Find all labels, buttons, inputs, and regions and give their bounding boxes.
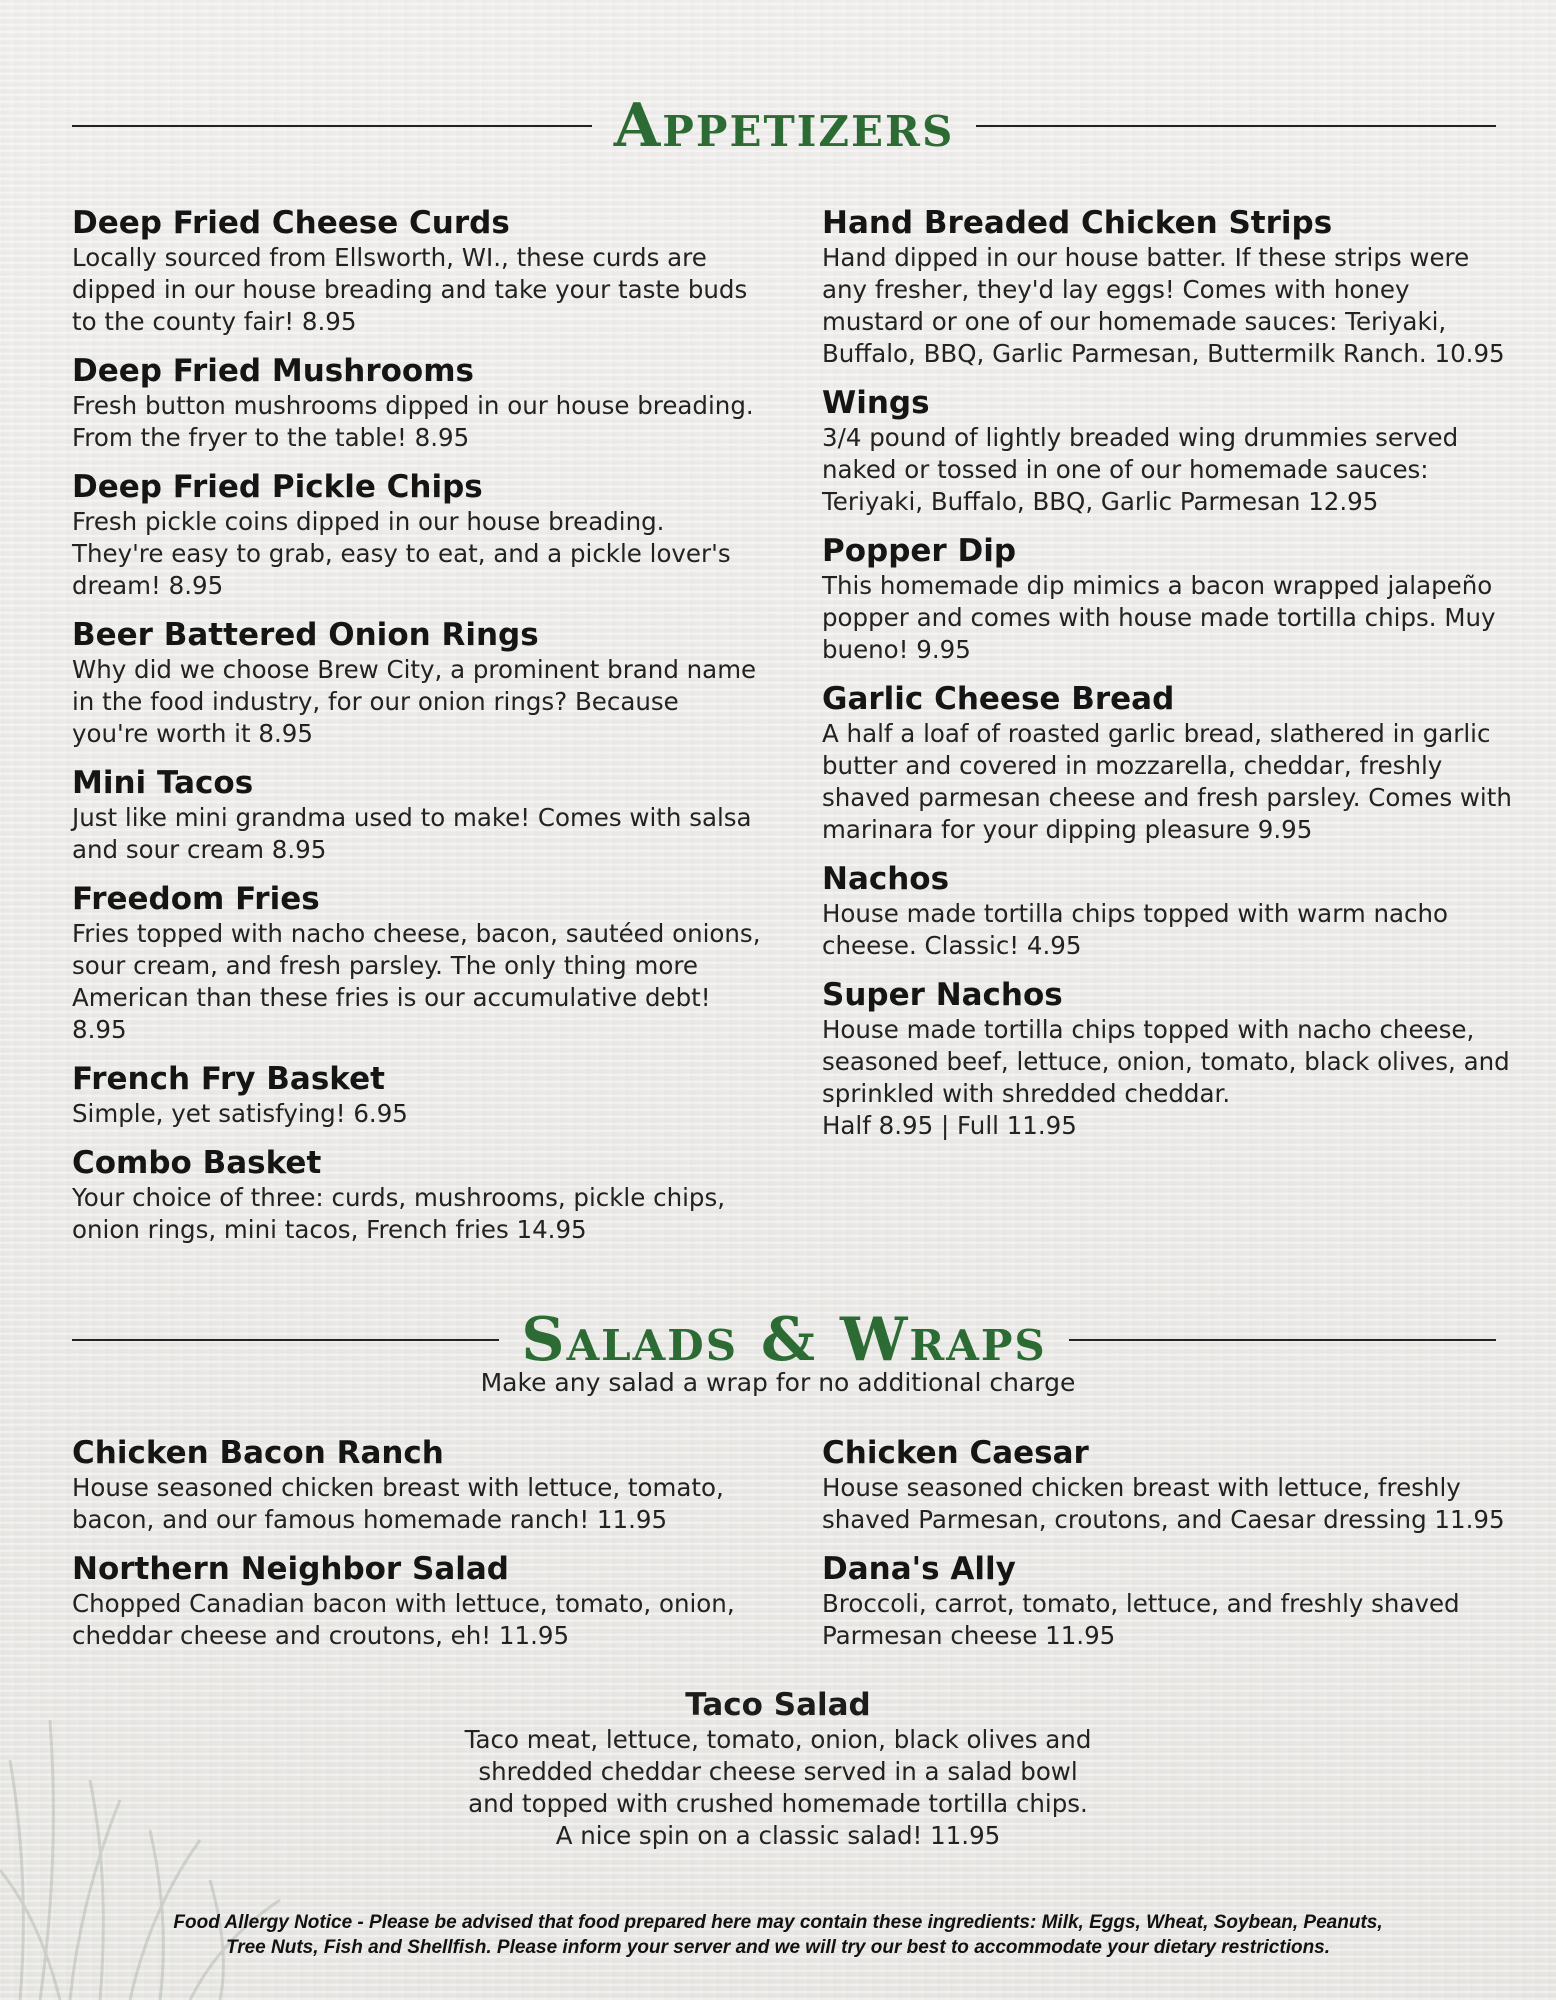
item-name: Popper Dip xyxy=(822,533,1017,569)
item-price: Half 8.95 | Full 11.95 xyxy=(822,1111,1077,1140)
item-name: Super Nachos xyxy=(822,977,1063,1013)
notice-line: Tree Nuts, Fish and Shellfish. Please inform your server and we will try our best to accommodate your dietary restrictions. xyxy=(225,1937,1331,1958)
header-rule-left xyxy=(72,1339,499,1341)
salads-title: Salads & Wraps xyxy=(521,1305,1047,1375)
item-desc: This homemade dip mimics a bacon wrapped jalapeño popper and comes with house made tortilla chips. Muy bueno! 9.95 xyxy=(822,571,1496,664)
item-name: Dana's Ally xyxy=(822,1551,1016,1587)
salads-header xyxy=(72,1305,1496,1375)
item-desc-line: shredded cheddar cheese served in a salad bowl xyxy=(478,1757,1078,1786)
item-name: Beer Battered Onion Rings xyxy=(72,617,539,653)
item-name: Chicken Bacon Ranch xyxy=(72,1435,444,1471)
menu-item xyxy=(72,1434,762,1536)
menu-item xyxy=(822,532,1512,666)
appetizers-left-column xyxy=(72,204,762,1260)
menu-item xyxy=(72,880,762,1046)
salads-subtitle: Make any salad a wrap for no additional charge xyxy=(480,1368,1076,1397)
item-desc-line: Taco meat, lettuce, tomato, onion, black olives and xyxy=(464,1725,1092,1754)
menu-item xyxy=(72,1144,762,1246)
item-desc: Fresh button mushrooms dipped in our house breading. From the fryer to the table! 8.95 xyxy=(72,391,754,452)
item-name: Garlic Cheese Bread xyxy=(822,681,1175,717)
item-desc: House made tortilla chips topped with warm nacho cheese. Classic! 4.95 xyxy=(822,899,1449,960)
menu-item xyxy=(72,204,762,338)
notice-line: Food Allergy Notice - Please be advised that food prepared here may contain these ingredients: Milk, Eggs, Wheat, Soybean, Peanuts, xyxy=(173,1912,1383,1933)
item-desc: Your choice of three: curds, mushrooms, pickle chips, onion rings, mini tacos, French fries 14.95 xyxy=(72,1183,726,1244)
menu-item xyxy=(822,860,1512,962)
menu-item xyxy=(72,616,762,750)
header-rule-right xyxy=(1069,1339,1496,1341)
item-name: Nachos xyxy=(822,861,950,897)
item-name: French Fry Basket xyxy=(72,1061,385,1097)
appetizers-header xyxy=(72,91,1496,161)
item-name: Wings xyxy=(822,385,930,421)
item-desc-line: A nice spin on a classic salad! 11.95 xyxy=(555,1821,1001,1850)
item-desc: Hand dipped in our house batter. If these strips were any fresher, they'd lay eggs! Comes with honey mustard or one of our homemade sauces: Teriyaki, Buffalo, BBQ, Garlic Parmesan, Buttermilk Ranch. 10.95 xyxy=(822,243,1505,368)
menu-item xyxy=(72,764,762,866)
item-name: Deep Fried Mushrooms xyxy=(72,353,474,389)
header-rule-left xyxy=(72,125,592,127)
item-name: Deep Fried Pickle Chips xyxy=(72,469,483,505)
item-desc: House seasoned chicken breast with lettuce, freshly shaved Parmesan, croutons, and Caesar dressing 11.95 xyxy=(822,1473,1505,1534)
menu-item xyxy=(72,1550,762,1652)
item-desc: House seasoned chicken breast with lettuce, tomato, bacon, and our famous homemade ranch! 11.95 xyxy=(72,1473,724,1534)
salads-left-column xyxy=(72,1434,762,1666)
menu-item xyxy=(822,384,1512,518)
appetizers-right-column xyxy=(822,204,1512,1156)
menu-item xyxy=(822,1434,1512,1536)
item-name: Freedom Fries xyxy=(72,881,320,917)
allergy-notice xyxy=(60,1910,1496,1960)
item-desc-line: and topped with crushed homemade tortilla chips. xyxy=(468,1789,1088,1818)
item-name: Deep Fried Cheese Curds xyxy=(72,205,510,241)
item-desc: Fries topped with nacho cheese, bacon, sautéed onions, sour cream, and fresh parsley. The only thing more American than these fries is our accumulative debt! 8.95 xyxy=(72,919,761,1044)
item-desc: Locally sourced from Ellsworth, WI., these curds are dipped in our house breading and take your taste buds to the county fair! 8.95 xyxy=(72,243,748,336)
menu-item xyxy=(822,680,1512,846)
item-desc: Chopped Canadian bacon with lettuce, tomato, onion, cheddar cheese and croutons, eh! 11.95 xyxy=(72,1589,735,1650)
item-name: Mini Tacos xyxy=(72,765,254,801)
item-name: Combo Basket xyxy=(72,1145,322,1181)
item-desc: Fresh pickle coins dipped in our house breading. They're easy to grab, easy to eat, and a pickle lover's dream! 8.95 xyxy=(72,507,731,600)
item-name: Northern Neighbor Salad xyxy=(72,1551,509,1587)
item-desc: Why did we choose Brew City, a prominent brand name in the food industry, for our onion rings? Because you're worth it 8.95 xyxy=(72,655,757,748)
item-desc: 3/4 pound of lightly breaded wing drummies served naked or tossed in one of our homemade sauces: Teriyaki, Buffalo, BBQ, Garlic Parmesan 12.95 xyxy=(822,423,1459,516)
menu-item xyxy=(72,1060,762,1130)
item-name: Chicken Caesar xyxy=(822,1435,1089,1471)
appetizers-title: Appetizers xyxy=(613,91,955,161)
salads-right-column xyxy=(822,1434,1512,1666)
item-name: Hand Breaded Chicken Strips xyxy=(822,205,1333,241)
menu-item xyxy=(72,352,762,454)
item-desc: Broccoli, carrot, tomato, lettuce, and freshly shaved Parmesan cheese 11.95 xyxy=(822,1589,1460,1650)
item-desc: A half a loaf of roasted garlic bread, slathered in garlic butter and covered in mozzarella, cheddar, freshly shaved parmesan cheese and fresh parsley. Comes with marinara for your dipping pleasure 9.95 xyxy=(822,719,1512,844)
item-name: Taco Salad xyxy=(685,1687,871,1723)
header-rule-right xyxy=(976,125,1496,127)
menu-item xyxy=(72,468,762,602)
item-desc: House made tortilla chips topped with nacho cheese, seasoned beef, lettuce, onion, tomato, black olives, and sprinkled with shredded cheddar. xyxy=(822,1015,1510,1108)
menu-item xyxy=(822,976,1512,1142)
item-desc: Simple, yet satisfying! 6.95 xyxy=(72,1099,408,1128)
item-desc: Just like mini grandma used to make! Comes with salsa and sour cream 8.95 xyxy=(72,803,752,864)
menu-item xyxy=(822,1550,1512,1652)
taco-salad-item xyxy=(378,1686,1178,1852)
menu-item xyxy=(822,204,1512,370)
